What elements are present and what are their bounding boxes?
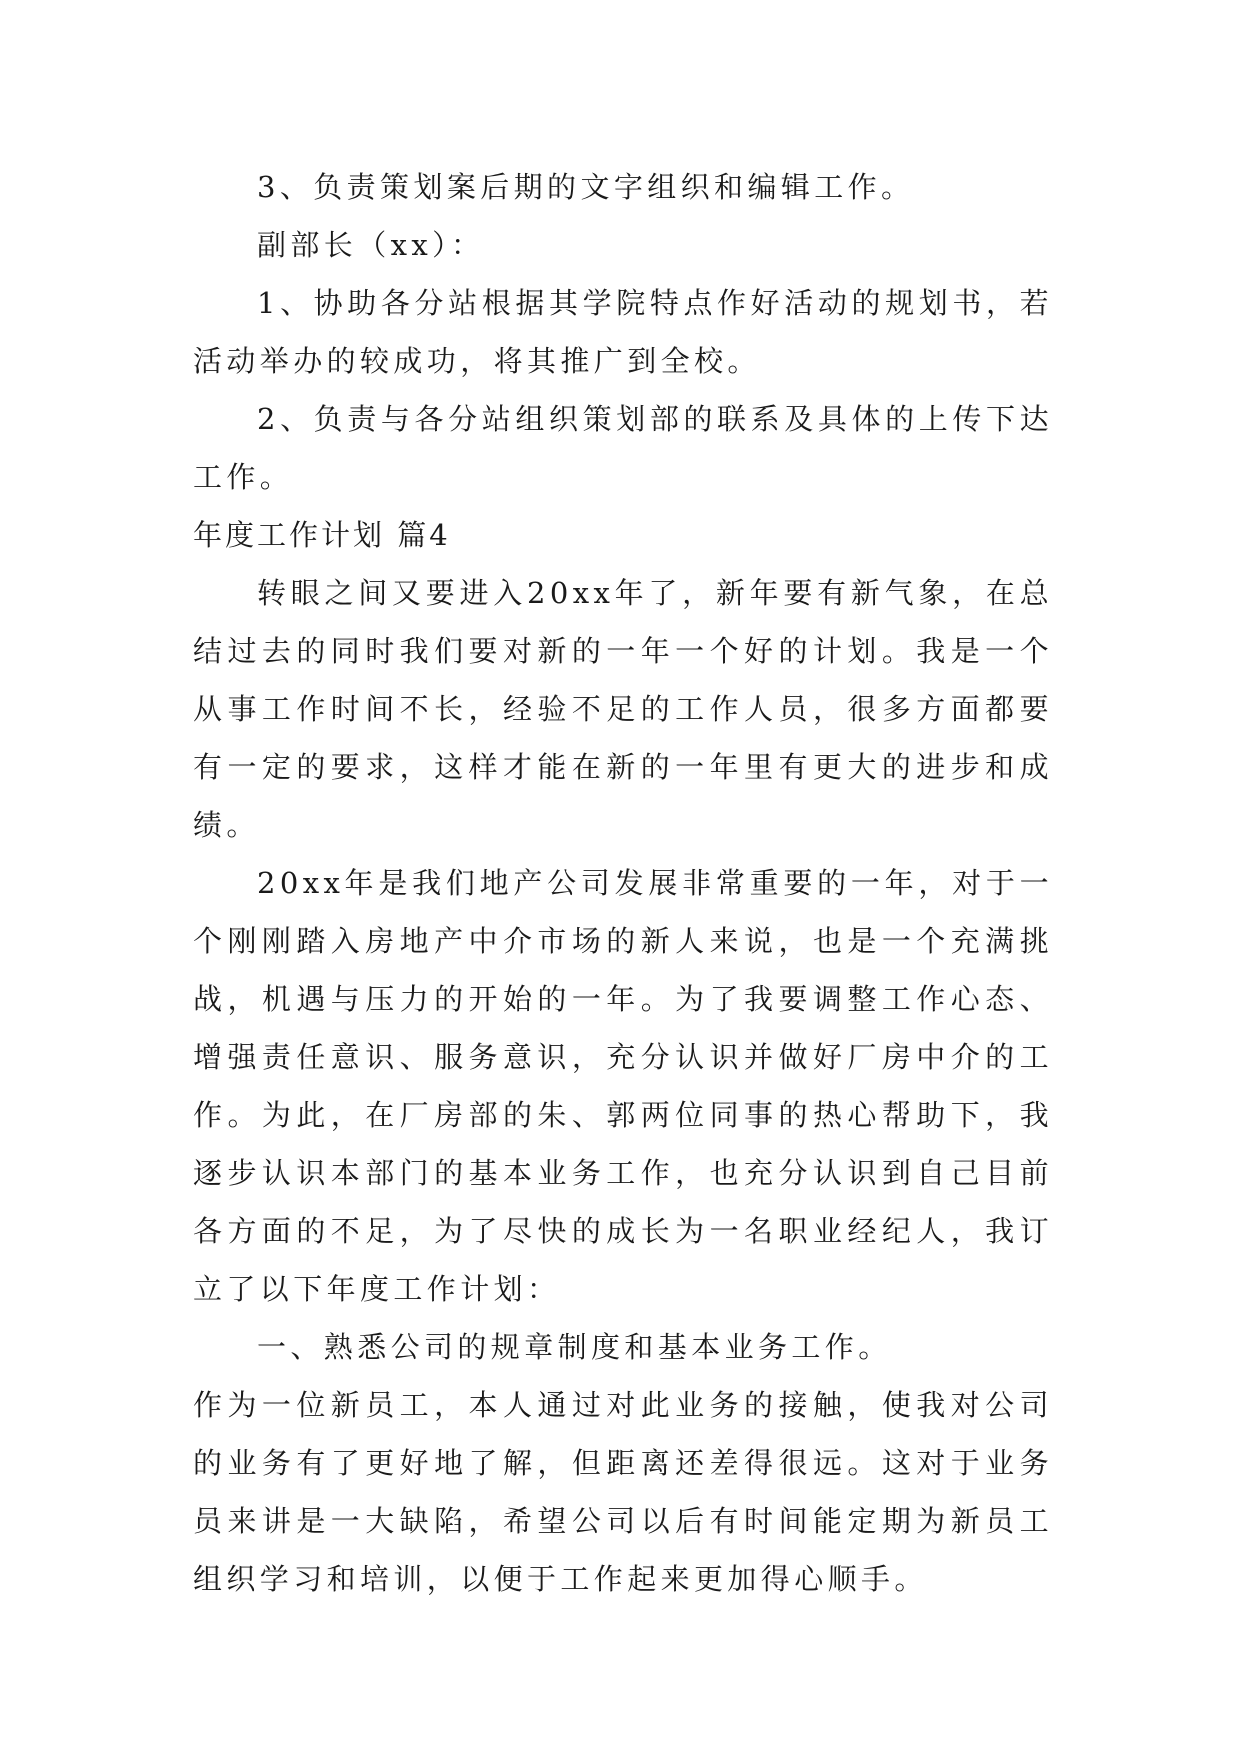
- paragraph-item-3: 3、负责策划案后期的文字组织和编辑工作。: [257, 170, 915, 204]
- paragraph-item-2: 2、负责与各分站组织策划部的联系及具体的上传下达工作。: [193, 402, 1053, 494]
- paragraph-item-1: 1、协助各分站根据其学院特点作好活动的规划书，若活动举办的较成功，将其推广到全校。: [193, 286, 1053, 378]
- paragraph-point-one: 一、熟悉公司的规章制度和基本业务工作。: [257, 1330, 892, 1364]
- paragraph-new-employee: 作为一位新员工，本人通过对此业务的接触，使我对公司的业务有了更好地了解，但距离还差得很远。这对于业务员来讲是一大缺陷，希望公司以后有时间能定期为新员工组织学习和培训，以便于工作起来更加得心顺手。: [193, 1388, 1053, 1596]
- paragraph-year-plan: 20xx年是我们地产公司发展非常重要的一年，对于一个刚刚踏入房地产中介市场的新人来说，也是一个充满挑战，机遇与压力的开始的一年。为了我要调整工作心态、增强责任意识、服务意识，充分认识并做好厂房中介的工作。为此，在厂房部的朱、郭两位同事的热心帮助下，我逐步认识本部门的基本业务工作，也充分认识到自己目前各方面的不足，为了尽快的成长为一名职业经纪人，我订立了以下年度工作计划：: [193, 866, 1053, 1306]
- section-heading: 年度工作计划 篇4: [193, 518, 451, 552]
- paragraph-intro: 转眼之间又要进入20xx年了，新年要有新气象，在总结过去的同时我们要对新的一年一个好的计划。我是一个从事工作时间不长，经验不足的工作人员，很多方面都要有一定的要求，这样才能在新的一年里有更大的进步和成绩。: [193, 576, 1053, 842]
- document-body: [193, 158, 1053, 1608]
- paragraph-deputy-minister: 副部长（xx）：: [257, 228, 485, 262]
